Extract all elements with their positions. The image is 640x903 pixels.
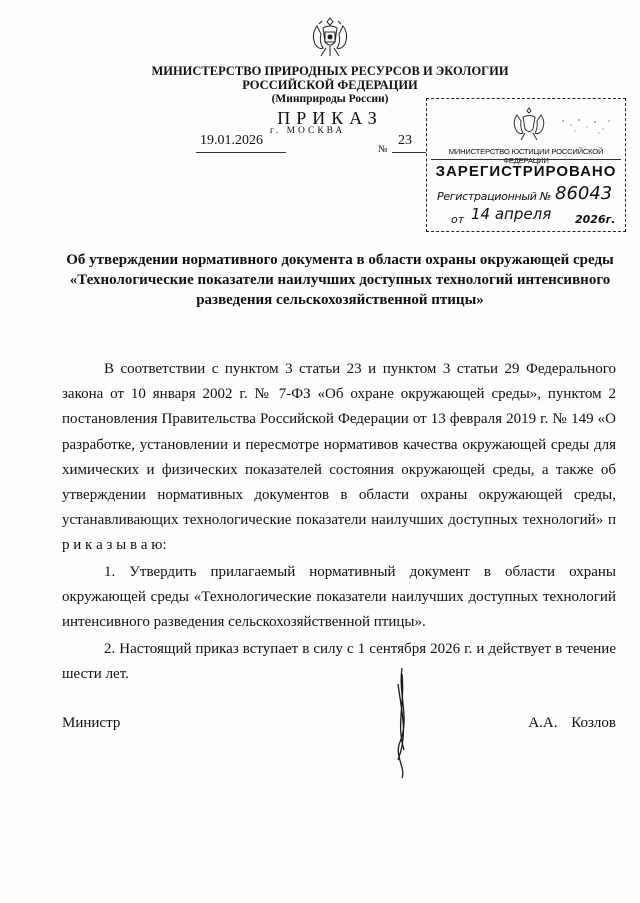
stamp-emblem-icon (511, 105, 547, 143)
order-item-2: 2. Настоящий приказ вступает в силу с 1 сентября 2026 г. и действует в течение шести лет. (62, 641, 616, 683)
stamp-ministry: МИНИСТЕРСТВО ЮСТИЦИИ РОССИЙСКОЙ ФЕДЕРАЦИИ (448, 147, 604, 165)
order-number: 23 (398, 133, 412, 148)
signatory-name: А.А. Козлов (528, 715, 616, 731)
stamp-ink-speckle (557, 115, 617, 137)
stamp-status: ЗАРЕГИСТРИРОВАНО (435, 163, 617, 180)
issue-city: г. МОСКВА (270, 126, 346, 136)
order-item-1: 1. Утвердить прилагаемый нормативный документ в области охраны окружающей среды «Технологические показатели наилучших доступных технологий интенсивного разведения сельскохозяйственной птицы». (62, 564, 616, 631)
stamp-reg-number: 86043 (555, 183, 613, 204)
stamp-date-value: 14 апреля (471, 205, 552, 223)
date-underline (196, 152, 286, 153)
stamp-divider (431, 159, 621, 160)
number-underline (392, 152, 426, 153)
signatory-position: Министр (62, 715, 121, 731)
preamble-paragraph: В соответствии с пунктом 3 статьи 23 и пунктом 3 статьи 29 Федерального закона от 10 января 2002 г. № 7-ФЗ «Об охране окружающей среды», пунктом 2 постановления Правительства Российской Федерации от 13 февраля 2019 г. № 149 «О разработке, установлении и пересмотре нормативов качества окружающей среды для химических и физических показателей состояния окружающей среды, а также об утверждении нормативных документов в области охраны окружающей среды, устанавливающих технологические показатели наилучших доступных технологий» п р и к а з ы в а ю: (62, 361, 616, 554)
ministry-name-line2: РОССИЙСКОЙ ФЕДЕРАЦИИ (242, 78, 418, 92)
registration-stamp (426, 98, 626, 232)
number-label: № (378, 144, 388, 155)
ministry-short-name: (Минприроды России) (271, 93, 389, 105)
ministry-name-line1: МИНИСТЕРСТВО ПРИРОДНЫХ РЕСУРСОВ И ЭКОЛОГИИ (151, 64, 509, 78)
stamp-reg-label: Регистрационный № (437, 190, 551, 203)
document-type: ПРИКАЗ (277, 108, 383, 128)
stamp-date-year: 2026г. (575, 213, 616, 226)
handwritten-signature (372, 664, 432, 782)
document-title: Об утверждении нормативного документа в области охраны окружающей среды «Технологические показатели наилучших доступных технологий интенсивного разведения сельскохозяйственной птицы» (66, 252, 614, 308)
coat-of-arms-emblem (309, 14, 351, 62)
issue-date: 19.01.2026 (200, 133, 263, 148)
stamp-date-label: от (451, 213, 465, 226)
